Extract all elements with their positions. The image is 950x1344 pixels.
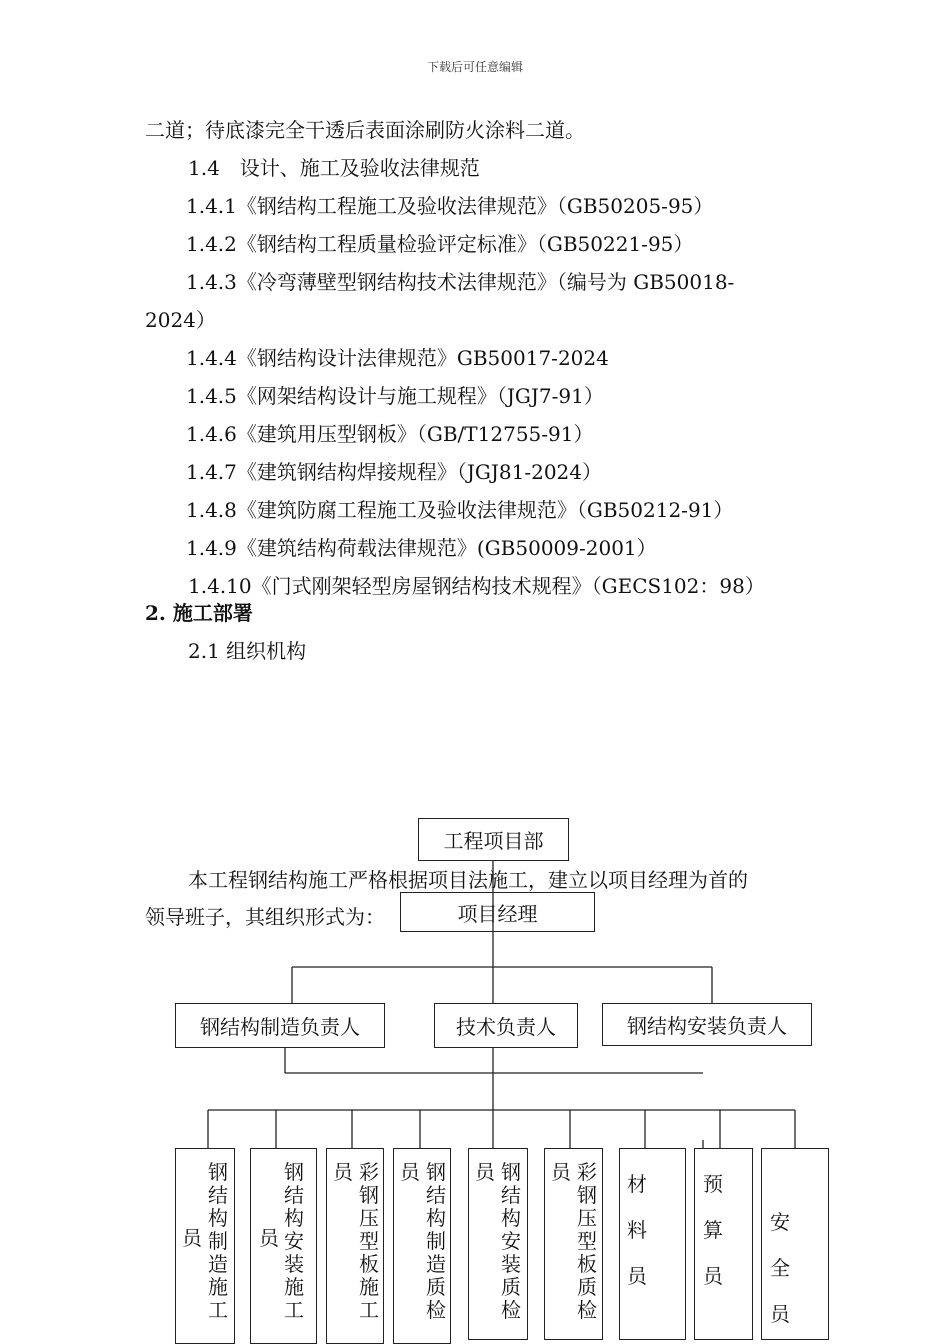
list-item: 1.4.2《钢结构工程质量检验评定标准》（GB50221-95） xyxy=(186,232,694,256)
org-box-staff xyxy=(468,1148,528,1340)
org-box-manufacturing-lead xyxy=(175,1003,385,1048)
section-heading-2: 2. 施工部署 xyxy=(145,601,253,625)
org-box-label: 工程项目部 xyxy=(443,829,544,853)
staff-label: 材料员 xyxy=(627,1172,647,1288)
section-heading-1-4: 1.4 设计、施工及验收法律规范 xyxy=(188,156,480,180)
staff-label: 预算员 xyxy=(703,1172,723,1288)
org-box-staff xyxy=(694,1148,753,1340)
org-box-project-department xyxy=(418,818,569,861)
paragraph-continuation: 二道；待底漆完全干透后表面涂刷防火涂料二道。 xyxy=(145,118,585,142)
section-heading-2-1: 2.1 组织机构 xyxy=(188,639,307,663)
org-box-label: 项目经理 xyxy=(457,901,538,926)
org-box-label: 钢结构安装负责人 xyxy=(627,1014,787,1038)
list-item: 1.4.8《建筑防腐工程施工及验收法律规范》（GB50212-91） xyxy=(186,498,734,522)
list-item: 1.4.7《建筑钢结构焊接规程》（JGJ81-2024） xyxy=(186,460,603,484)
staff-label: 钢结构制造施工 xyxy=(208,1160,228,1322)
org-box-technical-lead xyxy=(434,1003,578,1048)
staff-side-char: 员 xyxy=(551,1160,571,1184)
list-item: 1.4.10《门式刚架轻型房屋钢结构技术规程》（GECS102：98） xyxy=(188,574,765,598)
page-header-note: 下载后可任意编辑 xyxy=(426,60,523,74)
list-item: 1.4.9《建筑结构荷载法律规范》(GB50009-2001） xyxy=(186,536,657,560)
org-box-staff xyxy=(619,1148,686,1340)
org-box-project-manager xyxy=(400,892,595,932)
staff-label: 钢结构制造质检 xyxy=(426,1160,446,1322)
staff-side-char: 员 xyxy=(475,1160,495,1184)
org-box-staff xyxy=(250,1148,317,1344)
body-paragraph-line-1: 本工程钢结构施工严格根据项目法施工，建立以项目经理为首的 xyxy=(188,868,748,892)
staff-label: 钢结构安装施工 xyxy=(284,1160,304,1322)
body-paragraph-line-2: 领导班子，其组织形式为： xyxy=(145,905,385,929)
staff-label: 彩钢压型板施工 xyxy=(359,1160,379,1322)
org-box-staff xyxy=(326,1148,384,1344)
org-box-staff xyxy=(393,1148,451,1344)
staff-side-char: 员 xyxy=(182,1226,202,1250)
list-item-continuation: 2024） xyxy=(145,308,216,332)
org-box-staff xyxy=(544,1148,603,1340)
staff-label: 安全员 xyxy=(770,1210,790,1326)
org-box-label: 钢结构制造负责人 xyxy=(200,1015,360,1039)
staff-label: 彩钢压型板质检 xyxy=(577,1160,597,1322)
list-item: 1.4.3《冷弯薄壁型钢结构技术法律规范》（编号为 GB50018- xyxy=(186,270,735,294)
list-item: 1.4.1《钢结构工程施工及验收法律规范》（GB50205-95） xyxy=(186,194,714,218)
org-box-label: 技术负责人 xyxy=(456,1015,556,1039)
org-box-staff xyxy=(175,1148,235,1344)
org-box-installation-lead xyxy=(602,1003,812,1046)
list-item: 1.4.5《网架结构设计与施工规程》（JGJ7-91） xyxy=(186,384,604,408)
list-item: 1.4.6《建筑用压型钢板》（GB/T12755-91） xyxy=(186,422,594,446)
list-item: 1.4.4《钢结构设计法律规范》GB50017-2024 xyxy=(186,346,609,370)
org-box-staff xyxy=(761,1148,829,1340)
staff-side-char: 员 xyxy=(259,1226,279,1250)
staff-label: 钢结构安装质检 xyxy=(501,1160,521,1322)
staff-side-char: 员 xyxy=(333,1160,353,1184)
staff-side-char: 员 xyxy=(400,1160,420,1184)
